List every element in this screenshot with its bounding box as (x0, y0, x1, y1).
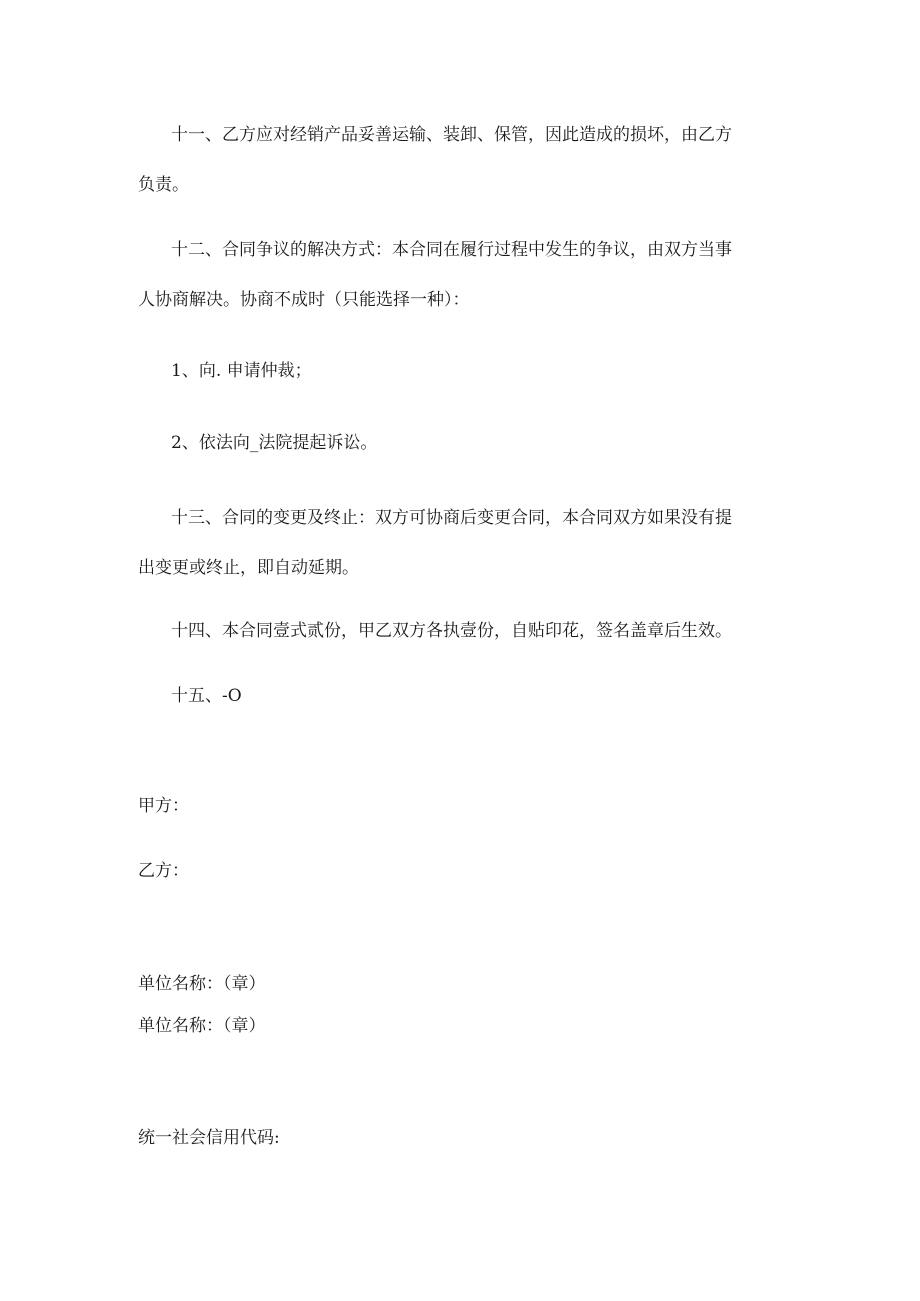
credit-code-label: 统一社会信用代码: (138, 1128, 280, 1148)
clause-12-option-2: 2、依法向_法院提起诉讼。 (171, 433, 378, 453)
clause-12-option-1: 1、向. 申请仲裁； (171, 361, 312, 381)
unit-name-a-label: 单位名称：（章） (138, 974, 266, 994)
clause-13-line-2: 出变更或终止，即自动延期。 (138, 558, 359, 578)
party-a-label: 甲方： (138, 796, 189, 816)
unit-name-b-label: 单位名称：（章） (138, 1016, 266, 1036)
clause-11-line-1: 十一、乙方应对经销产品妥善运输、装卸、保管，因此造成的损坏，由乙方 (171, 125, 732, 145)
clause-11-line-2: 负责。 (138, 175, 189, 195)
clause-15-line-1: 十五、-O (171, 686, 242, 706)
party-b-label: 乙方： (138, 861, 189, 881)
clause-13-line-1: 十三、合同的变更及终止：双方可协商后变更合同，本合同双方如果没有提 (171, 508, 732, 528)
clause-12-line-2: 人协商解决。协商不成时（只能选择一种）： (138, 290, 470, 310)
clause-12-line-1: 十二、合同争议的解决方式：本合同在履行过程中发生的争议，由双方当事 (171, 240, 732, 260)
clause-14-line-1: 十四、本合同壹式贰份，甲乙双方各执壹份，自贴印花，签名盖章后生效。 (171, 621, 732, 641)
